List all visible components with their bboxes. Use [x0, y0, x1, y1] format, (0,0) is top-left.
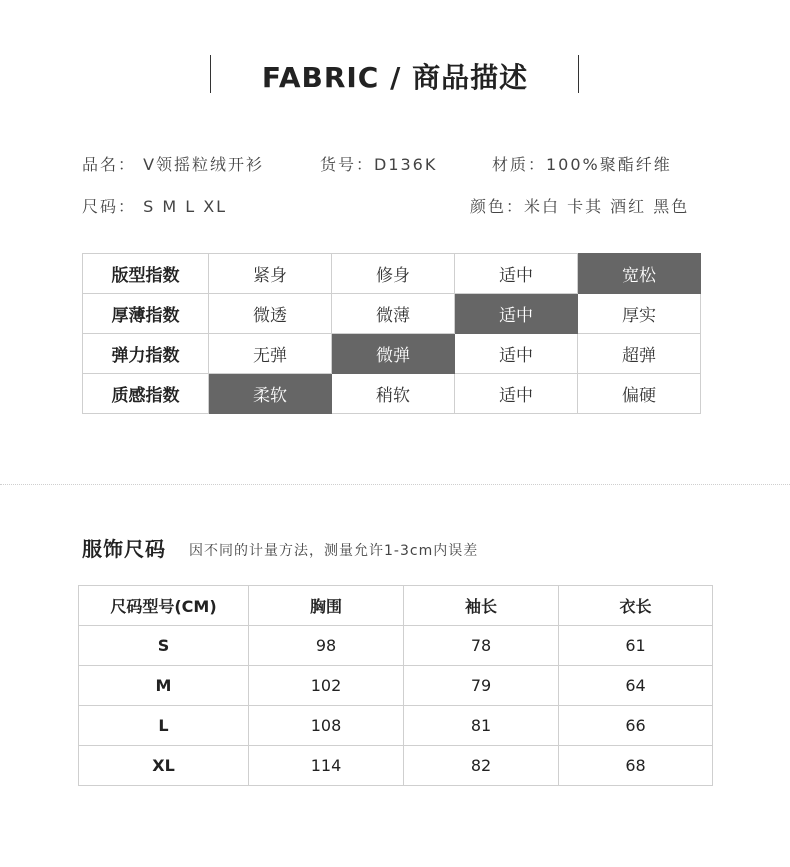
table-row	[79, 666, 713, 706]
index-option: 适中	[455, 294, 578, 334]
index-row	[83, 254, 701, 294]
index-option: 适中	[455, 334, 578, 374]
size-header-cell: 袖长	[404, 586, 559, 626]
size-section-note: 因不同的计量方法，测量允许1-3cm内误差	[189, 543, 479, 559]
size-cell: XL	[79, 746, 249, 786]
index-option: 紧身	[209, 254, 332, 294]
length-cell: 64	[559, 666, 713, 706]
index-row-label: 质感指数	[83, 374, 209, 414]
size-table-header	[79, 586, 713, 626]
index-option: 修身	[332, 254, 455, 294]
index-row-label: 弹力指数	[83, 334, 209, 374]
length-cell: 68	[559, 746, 713, 786]
size-list: 尺码： S M L XL	[82, 197, 228, 216]
size-cell: S	[79, 626, 249, 666]
index-option: 无弹	[209, 334, 332, 374]
length-cell: 66	[559, 706, 713, 746]
size-cell: M	[79, 666, 249, 706]
title-divider-right	[578, 55, 579, 93]
length-cell: 61	[559, 626, 713, 666]
size-header-cell: 胸围	[249, 586, 404, 626]
sleeve-cell: 82	[404, 746, 559, 786]
size-section-title: 服饰尺码	[82, 537, 166, 561]
item-number: 货号：D136K	[320, 155, 438, 174]
index-option: 微透	[209, 294, 332, 334]
sleeve-cell: 78	[404, 626, 559, 666]
table-row	[79, 626, 713, 666]
index-option: 微弹	[332, 334, 455, 374]
index-option: 适中	[455, 254, 578, 294]
index-row	[83, 294, 701, 334]
index-row-label: 版型指数	[83, 254, 209, 294]
material: 材质：100%聚酯纤维	[492, 155, 672, 174]
index-option: 厚实	[578, 294, 701, 334]
color-list: 颜色：米白 卡其 酒红 黑色	[470, 197, 690, 216]
index-option: 宽松	[578, 254, 701, 294]
index-option: 超弹	[578, 334, 701, 374]
size-header-cell: 衣长	[559, 586, 713, 626]
size-table	[78, 585, 713, 786]
chest-cell: 98	[249, 626, 404, 666]
page-title: FABRIC / 商品描述	[261, 61, 529, 94]
sleeve-cell: 81	[404, 706, 559, 746]
size-header-cell: 尺码型号(CM)	[79, 586, 249, 626]
table-row	[79, 706, 713, 746]
section-divider	[0, 484, 790, 485]
chest-cell: 108	[249, 706, 404, 746]
chest-cell: 114	[249, 746, 404, 786]
index-row	[83, 334, 701, 374]
index-option: 微薄	[332, 294, 455, 334]
index-row-label: 厚薄指数	[83, 294, 209, 334]
index-row	[83, 374, 701, 414]
sleeve-cell: 79	[404, 666, 559, 706]
size-cell: L	[79, 706, 249, 746]
index-option: 适中	[455, 374, 578, 414]
product-name: 品名： V领摇粒绒开衫	[82, 155, 265, 174]
index-option: 稍软	[332, 374, 455, 414]
index-option: 柔软	[209, 374, 332, 414]
index-option: 偏硬	[578, 374, 701, 414]
chest-cell: 102	[249, 666, 404, 706]
table-row	[79, 746, 713, 786]
fabric-index-table	[82, 253, 701, 414]
